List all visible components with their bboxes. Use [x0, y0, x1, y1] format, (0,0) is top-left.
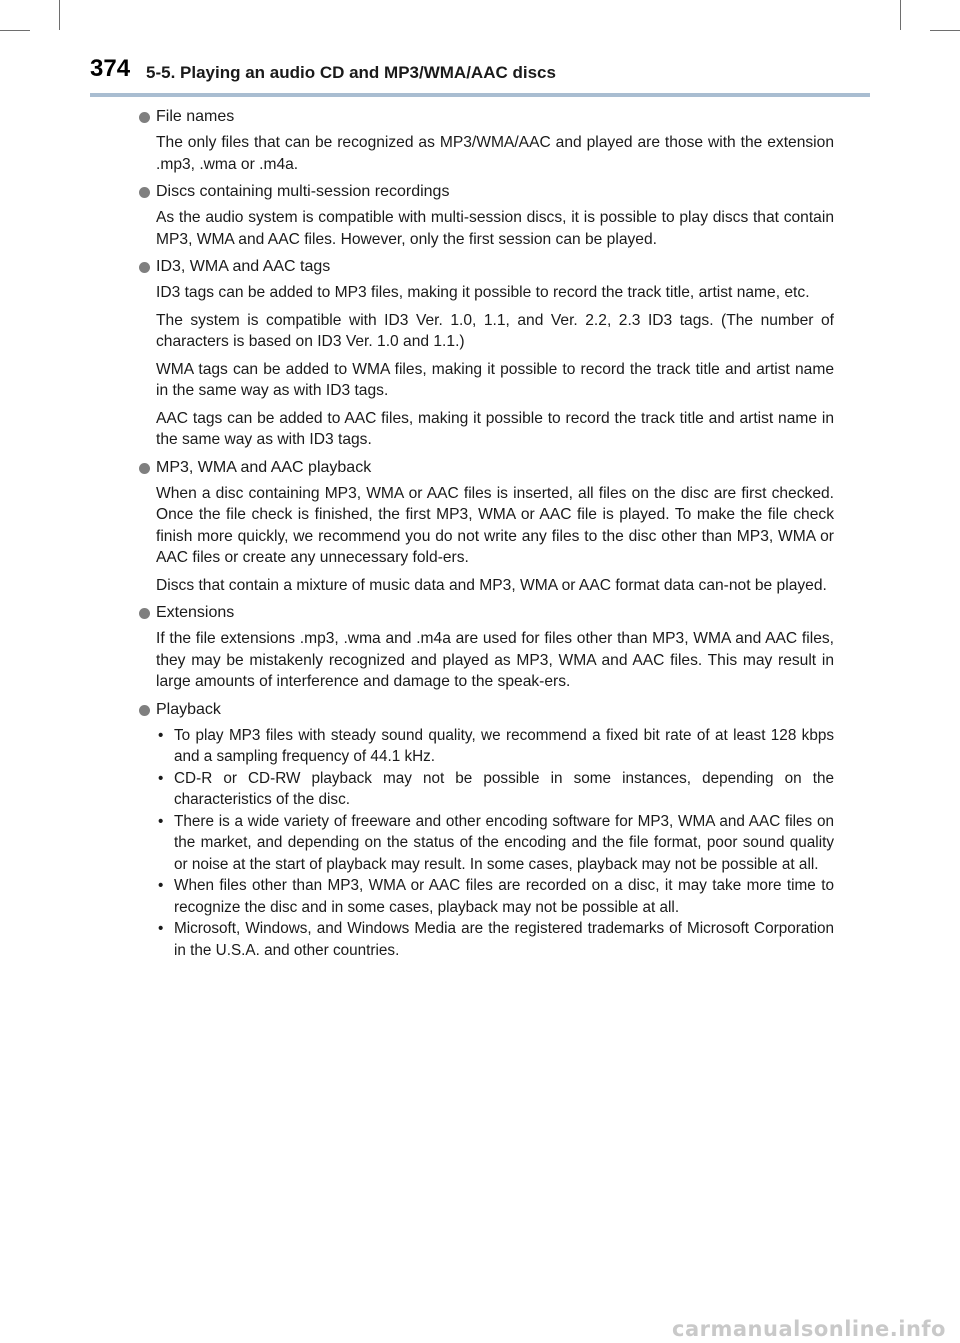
paragraph: WMA tags can be added to WMA files, making it possible to record the track title and artist name in the same way as with ID3 tags. [156, 360, 834, 399]
section-file-names [139, 106, 834, 175]
bullet-icon [139, 262, 150, 273]
list-bullet: • [158, 726, 164, 744]
section-playback-formats [139, 457, 834, 597]
section-heading-text: Extensions [156, 604, 235, 621]
paragraph: AAC tags can be added to AAC files, making it possible to record the track title and artist name in the same way as with ID3 tags. [156, 409, 834, 448]
bullet-icon [139, 705, 150, 716]
paragraph: The only files that can be recognized as MP3/WMA/AAC and played are those with the extension .mp3, .wma or .m4a. [156, 134, 834, 173]
list-item [156, 875, 834, 918]
list-bullet: • [158, 877, 164, 894]
list-item [156, 918, 834, 961]
section-heading-text: Playback [156, 700, 221, 718]
bullet-icon [139, 463, 150, 474]
paragraph: ID3 tags can be added to MP3 files, making it possible to record the track title, artist name, etc. [156, 284, 810, 301]
paragraph: If the file extensions .mp3, .wma and .m4a are used for files other than MP3, WMA and AAC files, they may be mistakenly recognized and played as MP3, WMA and AAC files. This may result in large amounts of interference and damage to the speak-ers. [156, 630, 834, 690]
section-heading [139, 106, 834, 128]
header-rule [90, 93, 870, 97]
list-item [156, 725, 834, 768]
crop-mark [0, 30, 30, 31]
section-heading-text: Discs containing multi-session recordings [156, 183, 450, 200]
list-item-text: There is a wide variety of freeware and other encoding software for MP3, WMA and AAC files on the market, and depending on the status of the encoding and the file format, poor sound quality or noise at the start of playback may result. In some cases, playback may not be possible at all. [174, 812, 834, 873]
playback-list [139, 725, 834, 962]
section-extensions [139, 602, 834, 693]
section-heading [139, 181, 834, 203]
section-heading-text: File names [156, 108, 235, 125]
paragraph: As the audio system is compatible with multi-session discs, it is possible to play discs that contain MP3, WMA and AAC files. However, only the first session can be played. [156, 209, 834, 248]
bullet-icon [139, 608, 150, 619]
paragraph: When a disc containing MP3, WMA or AAC files is inserted, all files on the disc are first checked. Once the file check is finished, the first MP3, WMA or AAC file is played. To make the file check finish more quickly, we recommend you do not write any files to the disc other than MP3, WMA or AAC files or create any unnecessary fold-ers. [156, 484, 834, 566]
list-item [156, 768, 834, 811]
section-heading-text: ID3, WMA and AAC tags [156, 258, 331, 275]
section-tags [139, 256, 834, 451]
section-multi-session [139, 181, 834, 250]
list-item-text: When files other than MP3, WMA or AAC files are recorded on a disc, it may take more time to recognize the disc and in some cases, playback may not be possible at all. [174, 877, 834, 916]
list-item [156, 811, 834, 876]
page-number: 374 [90, 55, 131, 82]
section-heading [139, 699, 834, 721]
list-bullet: • [158, 812, 164, 830]
crop-mark [930, 30, 960, 31]
paragraph: The system is compatible with ID3 Ver. 1.0, 1.1, and Ver. 2.2, 2.3 ID3 tags. (The number of characters is based on ID3 Ver. 1.0 and 1.1.) [156, 311, 834, 350]
list-item-text: Microsoft, Windows, and Windows Media are the registered trademarks of Microsoft Corporation in the U.S.A. and other countries. [174, 920, 834, 959]
crop-mark [59, 0, 60, 30]
list-item-text: To play MP3 files with steady sound quality, we recommend a fixed bit rate of at least 128 kbps and a sampling frequency of 44.1 kHz. [174, 726, 834, 765]
list-item-text: CD-R or CD-RW playback may not be possible in some instances, depending on the characteristics of the disc. [174, 769, 834, 808]
watermark: carmanualsonline.info [672, 1317, 946, 1341]
paragraph: Discs that contain a mixture of music data and MP3, WMA or AAC format data can-not be played. [156, 576, 827, 594]
section-heading [139, 457, 834, 479]
section-heading [139, 602, 834, 624]
bullet-icon [139, 112, 150, 123]
section-title: 5-5. Playing an audio CD and MP3/WMA/AAC discs [146, 63, 556, 82]
bullet-icon [139, 187, 150, 198]
page-header [90, 55, 870, 91]
list-bullet: • [158, 769, 164, 787]
section-heading-text: MP3, WMA and AAC playback [156, 458, 372, 476]
crop-mark [900, 0, 901, 30]
list-bullet: • [158, 920, 164, 937]
page-content [139, 106, 834, 961]
section-heading [139, 256, 834, 278]
section-playback [139, 699, 834, 962]
